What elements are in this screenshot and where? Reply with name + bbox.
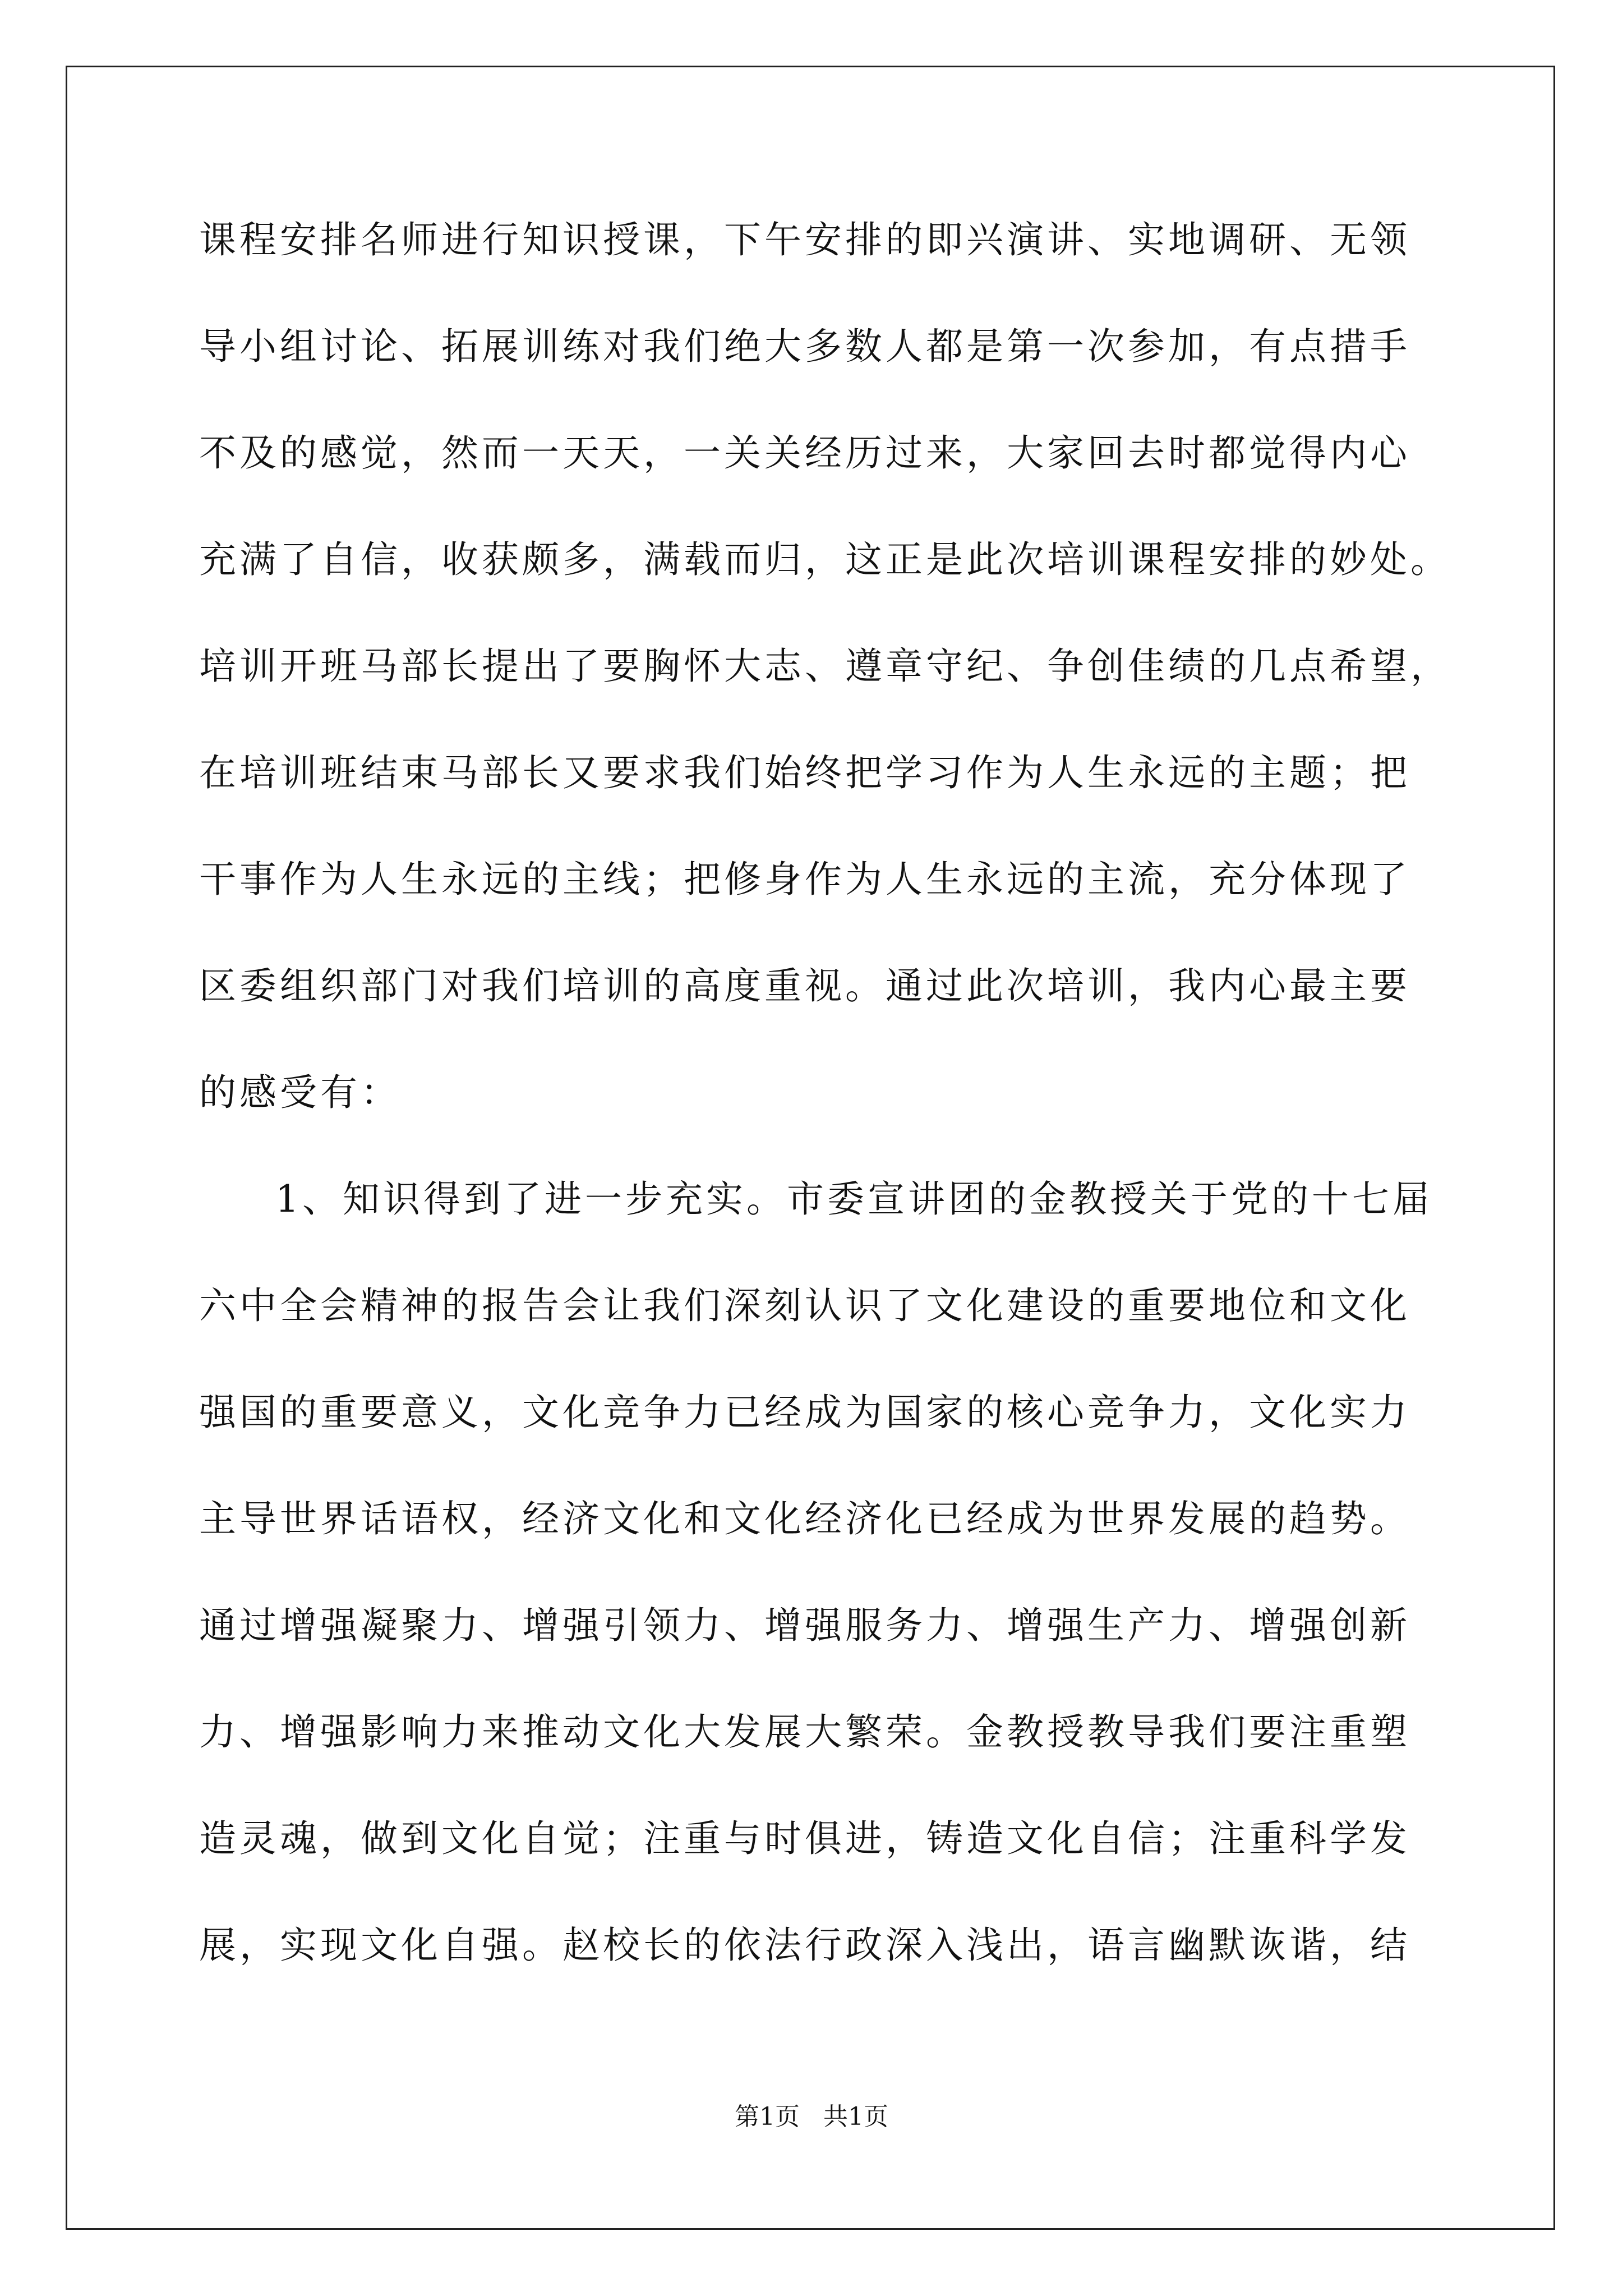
page-number-footer: 第1页 共1页 [735,2102,888,2131]
text-line: 课程安排名师进行知识授课，下午安排的即兴演讲、实地调研、无领 [199,218,1410,261]
text-line: 力、增强影响力来推动文化大发展大繁荣。金教授教导我们要注重塑 [199,1710,1410,1754]
text-line: 充满了自信，收获颇多，满载而归，这正是此次培训课程安排的妙处。 [199,538,1451,581]
text-line: 培训开班马部长提出了要胸怀大志、遵章守纪、争创佳绩的几点希望， [199,645,1451,688]
text-line: 导小组讨论、拓展训练对我们绝大多数人都是第一次参加，有点措手 [199,325,1410,368]
document-body [199,212,1455,2024]
paragraph-first-line: 1、知识得到了进一步充实。市委宣讲团的金教授关于党的十七届 [275,1177,1433,1221]
text-line: 不及的感觉，然而一天天，一关关经历过来，大家回去时都觉得内心 [199,431,1410,475]
text-line: 六中全会精神的报告会让我们深刻认识了文化建设的重要地位和文化 [199,1284,1410,1327]
text-line: 在培训班结束马部长又要求我们始终把学习作为人生永远的主题；把 [199,751,1410,794]
text-line: 强国的重要意义，文化竞争力已经成为国家的核心竞争力，文化实力 [199,1391,1410,1434]
text-line: 造灵魂，做到文化自觉；注重与时俱进，铸造文化自信；注重科学发 [199,1817,1410,1860]
text-line: 通过增强凝聚力、增强引领力、增强服务力、增强生产力、增强创新 [199,1604,1410,1647]
text-line: 干事作为人生永远的主线；把修身作为人生永远的主流，充分体现了 [199,858,1410,901]
text-line: 主导世界话语权，经济文化和文化经济化已经成为世界发展的趋势。 [199,1497,1410,1540]
text-line: 的感受有： [199,1071,401,1114]
text-line: 区委组织部门对我们培训的高度重视。通过此次培训，我内心最主要 [199,964,1410,1007]
text-line: 展，实现文化自强。赵校长的依法行政深入浅出，语言幽默诙谐，结 [199,1924,1410,1967]
